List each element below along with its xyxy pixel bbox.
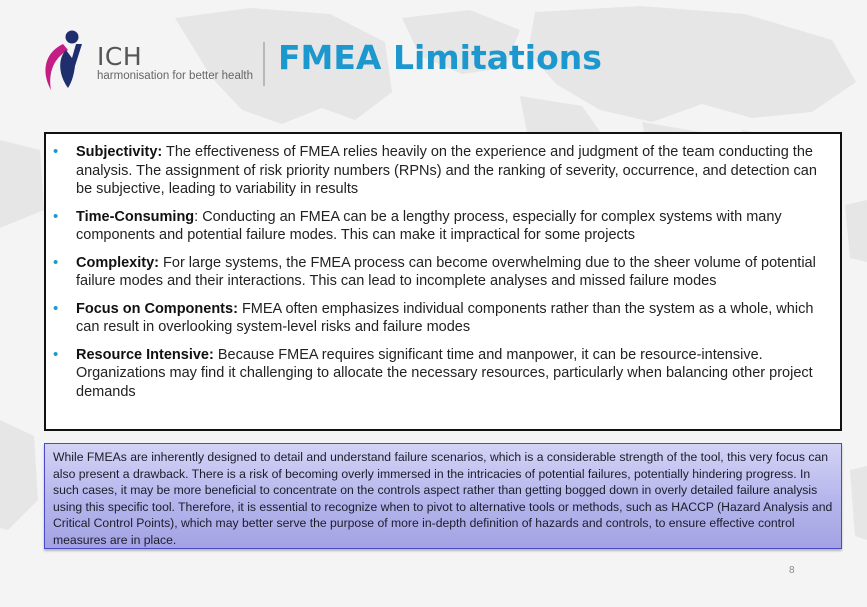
limitation-term: Complexity: <box>76 254 159 271</box>
bullet-dot-icon: • <box>53 207 59 225</box>
page-number: 8 <box>789 565 795 576</box>
limitations-list <box>53 143 834 401</box>
summary-note: While FMEAs are inherently designed to detail and understand failure scenarios, which is a considerable strength of the tool, this very focus can also present a drawback. There is a risk of becoming overly immersed in the intricacies of potential failures, potentially hindering progress. In such cases, it may be more beneficial to concentrate on the controls aspect rather than getting bogged down in overly detailed failure analysis using this specific tool. Therefore, it is essential to recognize when to pivot to alternative tools or methods, such as HACCP (Hazard Analysis and Critical Control Points), which may better serve the purpose of more in-depth definition of hazards and controls, to ensure effective control measures are in place. <box>44 443 842 549</box>
limitation-term: Focus on Components: <box>76 300 238 317</box>
title-divider <box>263 42 265 86</box>
limitations-box <box>44 132 842 431</box>
limitation-text: : Conducting an FMEA can be a lengthy process, especially for complex systems with many components and potential failure modes. This can make it impractical for some projects <box>76 208 782 243</box>
limitation-item <box>53 299 834 337</box>
limitation-term: Resource Intensive: <box>76 346 214 363</box>
slide-title: FMEA Limitations <box>278 38 602 77</box>
limitation-item <box>53 207 834 245</box>
logo-name: ICH <box>97 42 143 71</box>
bullet-dot-icon: • <box>53 299 59 317</box>
limitation-item <box>53 253 834 291</box>
limitation-term: Time-Consuming <box>76 208 195 225</box>
limitation-text: Because FMEA requires significant time and manpower, it can be resource-intensive. Organizations may find it challenging to allocate the necessary resources, particularly when balancing other project demands <box>76 346 813 400</box>
ich-figure-logo-icon <box>38 30 94 92</box>
bullet-dot-icon: • <box>53 253 59 271</box>
bullet-dot-icon: • <box>53 345 59 363</box>
logo-tagline: harmonisation for better health <box>97 70 253 82</box>
limitation-term: Subjectivity: <box>76 144 163 160</box>
limitation-text: The effectiveness of FMEA relies heavily on the experience and judgment of the team conducting the analysis. The assignment of risk priority numbers (RPNs) and the ranking of severity, occurrence, and detection can be subjective, leading to variability in results <box>76 144 817 197</box>
limitation-text: For large systems, the FMEA process can become overwhelming due to the sheer volume of potential failure modes and their interactions. This can lead to incomplete analyses and missed failure modes <box>76 254 816 289</box>
limitation-item <box>53 143 834 199</box>
limitation-text: FMEA often emphasizes individual components rather than the system as a whole, which can result in overlooking system-level risks and failure modes <box>76 300 814 335</box>
bullet-dot-icon: • <box>53 143 59 160</box>
ich-logo <box>38 30 253 92</box>
limitation-item <box>53 345 834 402</box>
